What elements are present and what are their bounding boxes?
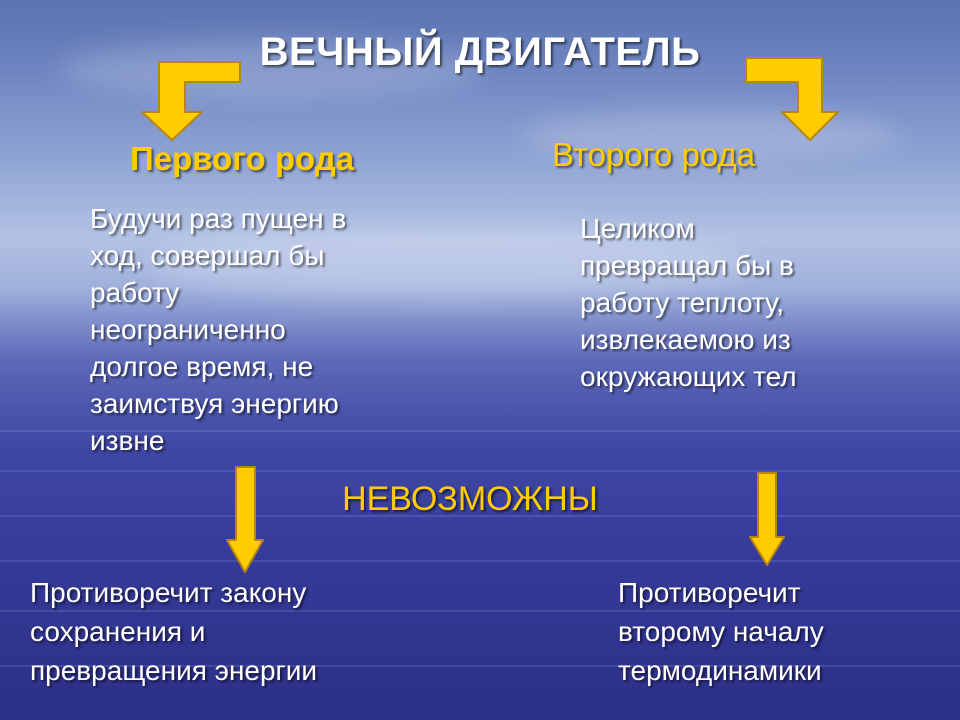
second-kind-description: Целиком превращал бы в работу теплоту, извлекаемою из окружающих тел <box>580 213 797 392</box>
verdict-label: НЕВОЗМОЖНЫ <box>342 480 598 518</box>
diagram-title: ВЕЧНЫЙ ДВИГАТЕЛЬ <box>259 30 701 74</box>
first-kind-heading: Первого рода <box>130 140 355 177</box>
second-kind-heading: Второго рода <box>552 136 756 173</box>
first-kind-description: Будучи раз пущен в ход, совершал бы работу неограниченно долгое время, не заимствуя энергию извне <box>90 203 347 456</box>
first-kind-contradiction: Противоречит закону сохранения и превращения энергии <box>30 577 318 686</box>
second-kind-contradiction: Противоречит второму началу термодинамики <box>618 577 824 686</box>
